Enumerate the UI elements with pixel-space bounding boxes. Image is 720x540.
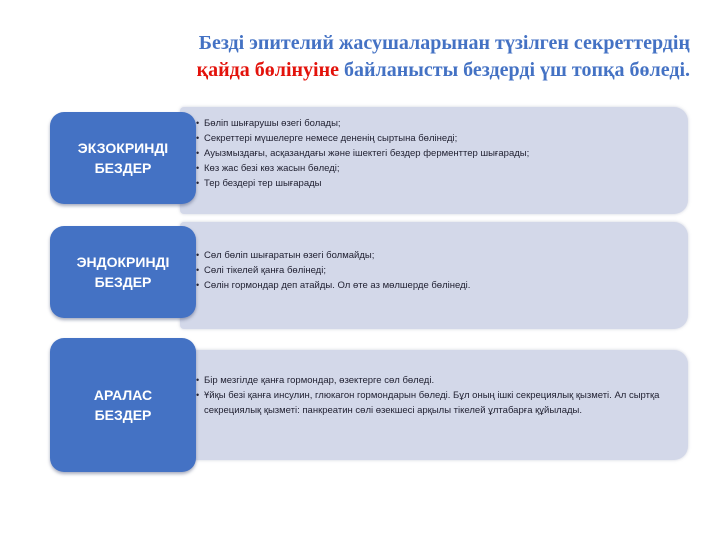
- endocrine-list: [196, 248, 676, 293]
- list-item: • Бөліп шығарушы өзегі болады;: [196, 116, 676, 131]
- list-item: • Бір мезгілде қанға гормондар, өзектерге сөл бөледі.: [196, 373, 676, 388]
- list-item: • Сөл бөліп шығаратын өзегі болмайды;: [196, 248, 676, 263]
- exocrine-label: ЭКЗОКРИНДІ БЕЗДЕР: [50, 112, 196, 204]
- title-part1: Безді эпителий жасушаларынан түзілген секреттердің: [198, 32, 690, 54]
- title-accent: қайда бөлінуіне: [196, 59, 339, 81]
- list-item: • Сөлін гормондар деп атайды. Ол өте аз мөлшерде бөлінеді.: [196, 278, 676, 293]
- list-item: • Тер бездері тер шығарады: [196, 176, 676, 191]
- slide-title: [70, 30, 690, 84]
- mixed-label: АРАЛАС БЕЗДЕР: [50, 338, 196, 472]
- list-item: • Көз жас безі көз жасын бөледі;: [196, 161, 676, 176]
- endocrine-label: ЭНДОКРИНДІ БЕЗДЕР: [50, 226, 196, 318]
- list-item: • Сөлі тікелей қанға бөлінеді;: [196, 263, 676, 278]
- list-item: • Секреттері мүшелерге немесе дененің сыртына бөлінеді;: [196, 131, 676, 146]
- mixed-list: [196, 373, 676, 418]
- list-item: • Ұйқы безі қанға инсулин, глюкагон гормондарын бөледі. Бұл оның ішкі секрециялық қызметі. Ал сыртқа секрециялық қызметі: панкреатин сөлі өзекшесі арқылы тікелей ұлтабарға құйылады.: [196, 388, 676, 418]
- title-part2: байланысты бездерді үш топқа бөледі.: [338, 59, 690, 81]
- list-item: • Ауызмыздағы, асқазандағы және ішектегі бездер ферменттер шығарады;: [196, 146, 676, 161]
- exocrine-list: [196, 116, 676, 191]
